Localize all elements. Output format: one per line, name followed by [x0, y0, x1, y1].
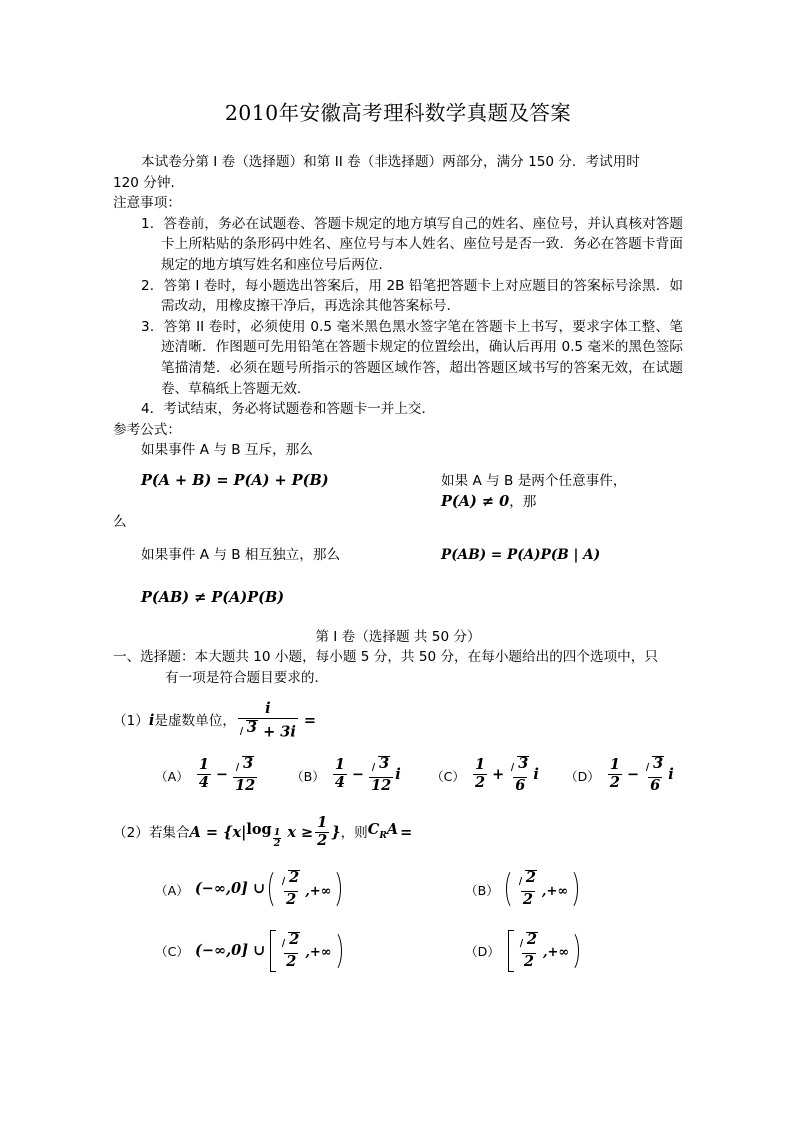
note-item [113, 317, 683, 399]
denominator-tail: + 3i [263, 723, 296, 741]
set-close-brace: } [331, 823, 341, 841]
option-c-label: （C） [155, 944, 189, 960]
fraction-radical [369, 756, 393, 794]
fraction-denominator: 6 [515, 776, 526, 794]
log-word: log [246, 820, 272, 838]
intro-line-2: 120 分钟． [113, 174, 185, 191]
fraction-denominator: 2 [273, 837, 281, 849]
bracket-right-paren [333, 868, 342, 910]
note-text: 答卷前，务必在试题卷、答题卡规定的地方填写自己的姓名、座位号，并认真核对答题卡上所粘贴的条形码中姓名、座位号与本人姓名、座位号是否一致．务必在答题卡背面规定的地方填写姓名和座位号后两位． [161, 215, 683, 273]
question-2 [113, 816, 683, 972]
fraction-numerator [280, 932, 302, 953]
option-a-value [195, 756, 259, 794]
question-1-stem-text: 是虚数单位， [154, 713, 236, 730]
note-item [113, 214, 683, 276]
log-argument: x ≥ [287, 823, 314, 841]
radicand: 3 [518, 755, 529, 773]
option-c-value [471, 756, 539, 794]
imaginary-unit: i [668, 765, 674, 783]
spacer [113, 461, 683, 471]
fraction-radical [518, 932, 540, 970]
question-2-then: ，则 [340, 825, 368, 842]
operator-sign: − [626, 765, 640, 783]
question-2-number: （2） [113, 825, 149, 842]
interval-tail: ,+∞ [305, 945, 332, 961]
option-c-label: （C） [431, 768, 465, 784]
formula-p-ab-neq: P(AB) ≠ P(A)P(B) [141, 589, 285, 607]
interval-group [268, 930, 342, 972]
fraction-simple [197, 758, 211, 791]
interval-tail: ,+∞ [305, 883, 332, 899]
note-text: 答第 I 卷时，每小题选出答案后，用 2B 铅笔把答题卡上对应题目的答案标号涂黑．如需改动，用橡皮擦干净后，再选涂其他答案标号． [161, 277, 683, 315]
question-2-options-row-1 [113, 868, 683, 910]
imaginary-unit: i [533, 765, 539, 783]
formula-p-a-plus-b: P(A + B) = P(A) + P(B) [141, 471, 329, 489]
threshold-fraction [315, 816, 329, 849]
fraction-numerator: 1 [334, 756, 345, 774]
fraction-numerator: 1 [198, 756, 209, 774]
fraction-denominator: 2 [522, 890, 533, 908]
question-2-stem-text: 若集合 [148, 825, 190, 842]
fraction-numerator [644, 756, 666, 777]
radicand: 2 [525, 869, 536, 887]
note-number: 3． [141, 318, 164, 335]
note-number: 4． [141, 401, 164, 418]
radical-tick [282, 932, 288, 948]
fraction-numerator: 1 [474, 756, 486, 774]
log-with-base [246, 820, 282, 849]
radical-tick [240, 720, 246, 736]
fraction-radical [280, 870, 302, 908]
bracket-left-square [506, 930, 515, 972]
radical-icon [282, 870, 300, 886]
interval-prefix: (−∞,0] ∪ [194, 879, 266, 897]
option-b-label: （B） [291, 768, 325, 784]
fraction-denominator: 6 [650, 776, 661, 794]
option-c-value [195, 930, 343, 972]
complement-subscript: R [379, 831, 387, 842]
radicand: 2 [289, 869, 300, 887]
option-d-value [606, 756, 674, 794]
option-b-label: （B） [465, 882, 499, 898]
bracket-left-paren [505, 868, 514, 910]
interval-tail: ,+∞ [542, 945, 570, 961]
option-b[interactable] [465, 868, 775, 910]
fraction-numerator [280, 870, 302, 891]
formula-note-text: 如果 A 与 B 是两个任意事件， [441, 472, 627, 489]
fraction-numerator [517, 870, 539, 891]
option-d[interactable] [465, 930, 775, 972]
fraction-radical [233, 756, 257, 794]
radical-icon [519, 870, 537, 886]
radical-icon [236, 756, 254, 772]
fraction-simple [333, 758, 347, 791]
note-item [113, 399, 683, 420]
fraction-denominator: 2 [286, 952, 297, 970]
note-item [113, 276, 683, 317]
question-1-equals: = [303, 712, 317, 730]
imaginary-unit: i [395, 765, 401, 783]
page-content [113, 96, 683, 972]
radical-tick [520, 932, 526, 948]
radical-icon [646, 756, 664, 772]
fraction-numerator [509, 756, 531, 777]
question-2-stem [113, 816, 683, 850]
radical-tick [372, 756, 378, 772]
complement-set: A [386, 821, 399, 839]
fraction-radical [517, 870, 539, 908]
option-d-label: （D） [565, 768, 600, 784]
set-a-open: A = {x| [189, 823, 247, 841]
fraction-numerator: 1 [273, 826, 281, 838]
bracket-right-paren [571, 930, 580, 972]
option-a-label: （A） [155, 768, 189, 784]
log-base-fraction [273, 828, 282, 848]
fraction-simple [473, 758, 487, 791]
option-c[interactable] [431, 756, 565, 794]
fraction-denominator: 2 [474, 774, 486, 792]
question-1 [113, 699, 683, 794]
formula-intro-2: 如果事件 A 与 B 相互独立，那么 [141, 546, 341, 563]
fraction-denominator: 4 [198, 774, 209, 792]
radical-tick [511, 756, 517, 772]
interval-tail: ,+∞ [541, 883, 569, 899]
radical-icon [511, 756, 529, 772]
radicand: 2 [289, 931, 300, 948]
formulas-heading: 参考公式： [113, 421, 181, 438]
page-title: 2010年安徽高考理科数学真题及答案 [224, 101, 572, 125]
radicand: 3 [243, 755, 254, 773]
bracket-left-square [268, 930, 277, 972]
bracket-left-paren [268, 868, 277, 910]
radicand: 3 [246, 719, 258, 737]
note-number: 1． [141, 215, 164, 232]
question-1-i-symbol: i [148, 712, 155, 730]
instruction-line-2: 有一项是符合题目要求的． [165, 669, 329, 686]
fraction-numerator [234, 756, 256, 777]
formula-row-2 [113, 543, 683, 573]
section-1-heading: 第 I 卷（选择题 共 50 分） [315, 628, 481, 645]
formula-continuation: 么 [113, 514, 127, 531]
instruction-line-1: 一、选择题：本大题共 10 小题，每小题 5 分，共 50 分，在每小题给出的四个选项中，只 [113, 649, 658, 666]
formula-p-ab-cond: P(AB) = P(A)P(B | A) [441, 546, 601, 563]
radical-icon [372, 756, 390, 772]
note-text: 考试结束，务必将试题卷和答题卡一并上交． [163, 401, 436, 418]
option-b-value [331, 756, 401, 794]
question-1-number: （1） [113, 713, 149, 730]
fraction-denominator: 2 [523, 952, 534, 970]
fraction-numerator [370, 756, 392, 777]
fraction-numerator: 1 [317, 814, 328, 832]
fraction-radical [644, 756, 666, 794]
note-number: 2． [141, 277, 164, 294]
operator-sign: − [215, 765, 229, 783]
spacer [113, 533, 683, 543]
option-c[interactable] [155, 930, 465, 972]
formula-row-1 [113, 471, 683, 512]
formula-intro-1: 如果事件 A 与 B 互斥，那么 [141, 442, 313, 459]
fraction-denominator: 2 [317, 832, 328, 850]
formula-p-a-not-zero: P(A) ≠ 0 [441, 492, 510, 510]
notice-label: 注意事项： [113, 195, 181, 212]
fraction-numerator [518, 932, 540, 953]
bracket-right-paren [334, 930, 343, 972]
option-b[interactable] [291, 756, 431, 794]
option-a-label: （A） [155, 882, 189, 898]
fraction-denominator: 4 [334, 774, 345, 792]
question-2-set-definition [189, 814, 341, 850]
interval-group [505, 868, 579, 910]
formula-row-3 [113, 583, 683, 613]
fraction-radical [280, 932, 302, 970]
interval-group [506, 930, 580, 972]
radical-tick [282, 870, 288, 886]
bracket-right-paren [570, 868, 579, 910]
question-2-equals: = [400, 824, 413, 842]
fraction-numerator: 1 [609, 756, 620, 774]
fraction-denominator: 12 [371, 776, 392, 794]
interval-group [268, 868, 342, 910]
formula-note-tail: ，那 [509, 493, 537, 510]
complement-c: C [367, 821, 380, 839]
complement-notation [368, 820, 398, 846]
option-d-value [506, 930, 580, 972]
fraction-numerator: i [265, 699, 271, 717]
spacer [113, 573, 683, 583]
option-a[interactable] [155, 868, 465, 910]
question-1-fraction [238, 699, 298, 741]
option-a[interactable] [155, 756, 291, 794]
question-1-options [113, 756, 683, 794]
formula-note-right [441, 471, 683, 512]
fraction-radical [509, 756, 531, 794]
fraction-simple [608, 758, 622, 791]
fraction-denominator: 2 [286, 890, 297, 908]
radical-icon [520, 932, 538, 948]
note-text: 答第 II 卷时，必须使用 0.5 毫米黑色黑水签字笔在答题卡上书写，要求字体工整、笔迹清晰．作图题可先用铅笔在答题卡规定的位置绘出，确认后再用 0.5 毫米的黑色签际笔描清楚．必须在题号所指示的答题区域作答，超出答题区域书写的答案无效，在试题卷、草稿纸上答题无效． [161, 318, 683, 397]
interval-prefix: (−∞,0] ∪ [194, 941, 266, 959]
radical-tick [519, 870, 525, 886]
spacer [113, 613, 683, 627]
option-b-value [505, 868, 579, 910]
question-1-stem [113, 699, 683, 741]
option-d-label: （D） [465, 944, 500, 960]
radical-icon [282, 932, 300, 948]
question-2-options-row-2 [113, 930, 683, 972]
option-d[interactable] [565, 756, 674, 794]
fraction-denominator: 12 [235, 776, 256, 794]
radical-tick [236, 756, 242, 772]
fraction-denominator [238, 718, 298, 740]
radicand: 3 [379, 755, 390, 773]
option-a-value [195, 868, 343, 910]
section-1-instruction [113, 647, 683, 688]
fraction-denominator: 2 [609, 774, 620, 792]
operator-sign: − [351, 765, 365, 783]
radical-icon [240, 720, 258, 736]
radicand: 2 [526, 931, 537, 948]
radical-tick [646, 756, 652, 772]
intro-line-1: 本试卷分第 I 卷（选择题）和第 II 卷（非选择题）两部分，满分 150 分．考试用时 [141, 154, 640, 170]
operator-sign: + [492, 765, 505, 783]
radicand: 3 [653, 755, 664, 773]
